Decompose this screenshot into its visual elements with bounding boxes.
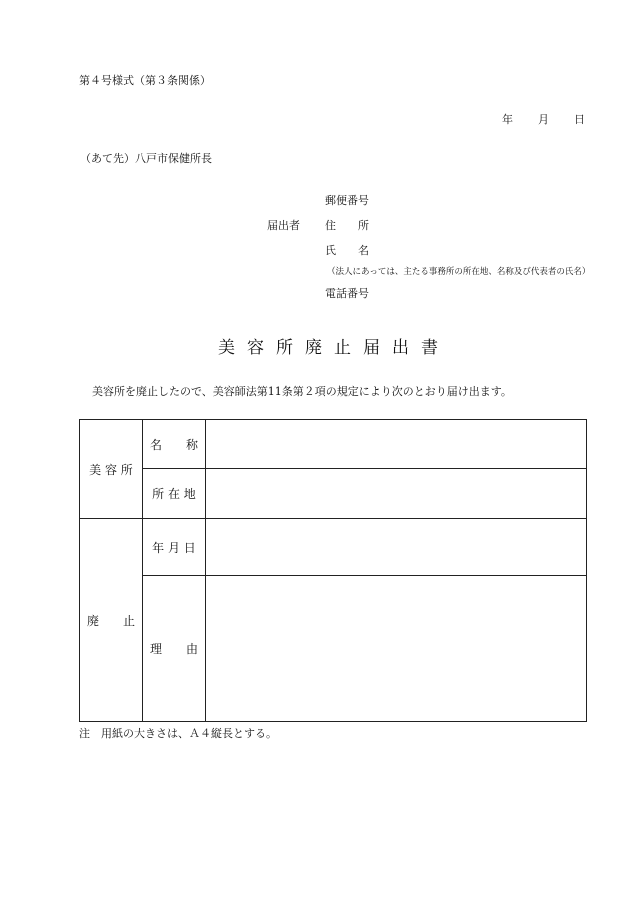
closure-group-text: 廃 止	[86, 613, 135, 628]
addressee: （あて先）八戸市保健所長	[80, 152, 212, 165]
notifier-label: 届出者	[267, 219, 300, 232]
closure-group-label	[80, 519, 143, 722]
closure-date-label-text: 年 月 日	[152, 540, 196, 555]
location-label-text: 所 在 地	[152, 487, 196, 501]
phone-label: 電話番号	[325, 287, 369, 300]
table-row	[80, 576, 587, 722]
salon-group-text: 美 容 所	[89, 462, 133, 477]
table-row	[80, 519, 587, 576]
reason-field[interactable]	[206, 576, 587, 722]
form-table	[79, 419, 587, 722]
table-row	[80, 469, 587, 519]
salon-name-label	[143, 420, 206, 469]
postal-code-label: 郵便番号	[325, 194, 369, 207]
corporation-note: （法人にあっては、主たる事務所の所在地、名称及び代表者の氏名）	[327, 267, 591, 277]
closure-date-label	[143, 519, 206, 576]
name-label: 氏 名	[325, 244, 369, 257]
location-label	[143, 469, 206, 519]
closure-date-field[interactable]	[206, 519, 587, 576]
date-year: 年	[502, 113, 513, 126]
location-field[interactable]	[206, 469, 587, 519]
salon-name-label-text: 名 称	[149, 437, 198, 452]
salon-name-field[interactable]	[206, 420, 587, 469]
salon-group-label	[80, 420, 143, 519]
address-label: 住 所	[325, 219, 369, 232]
date-day: 日	[574, 113, 585, 126]
reason-label	[143, 576, 206, 722]
table-row	[80, 420, 587, 469]
form-number: 第４号様式（第３条関係）	[79, 74, 211, 87]
document-title: 美容所廃止届出書	[218, 338, 450, 358]
intro-text: 美容所を廃止したので、美容師法第11条第２項の規定により次のとおり届け出ます。	[92, 385, 512, 398]
reason-label-text: 理 由	[149, 642, 198, 656]
date-month: 月	[538, 113, 549, 126]
paper-size-note: 注 用紙の大きさは、Ａ４縦長とする。	[79, 727, 277, 740]
